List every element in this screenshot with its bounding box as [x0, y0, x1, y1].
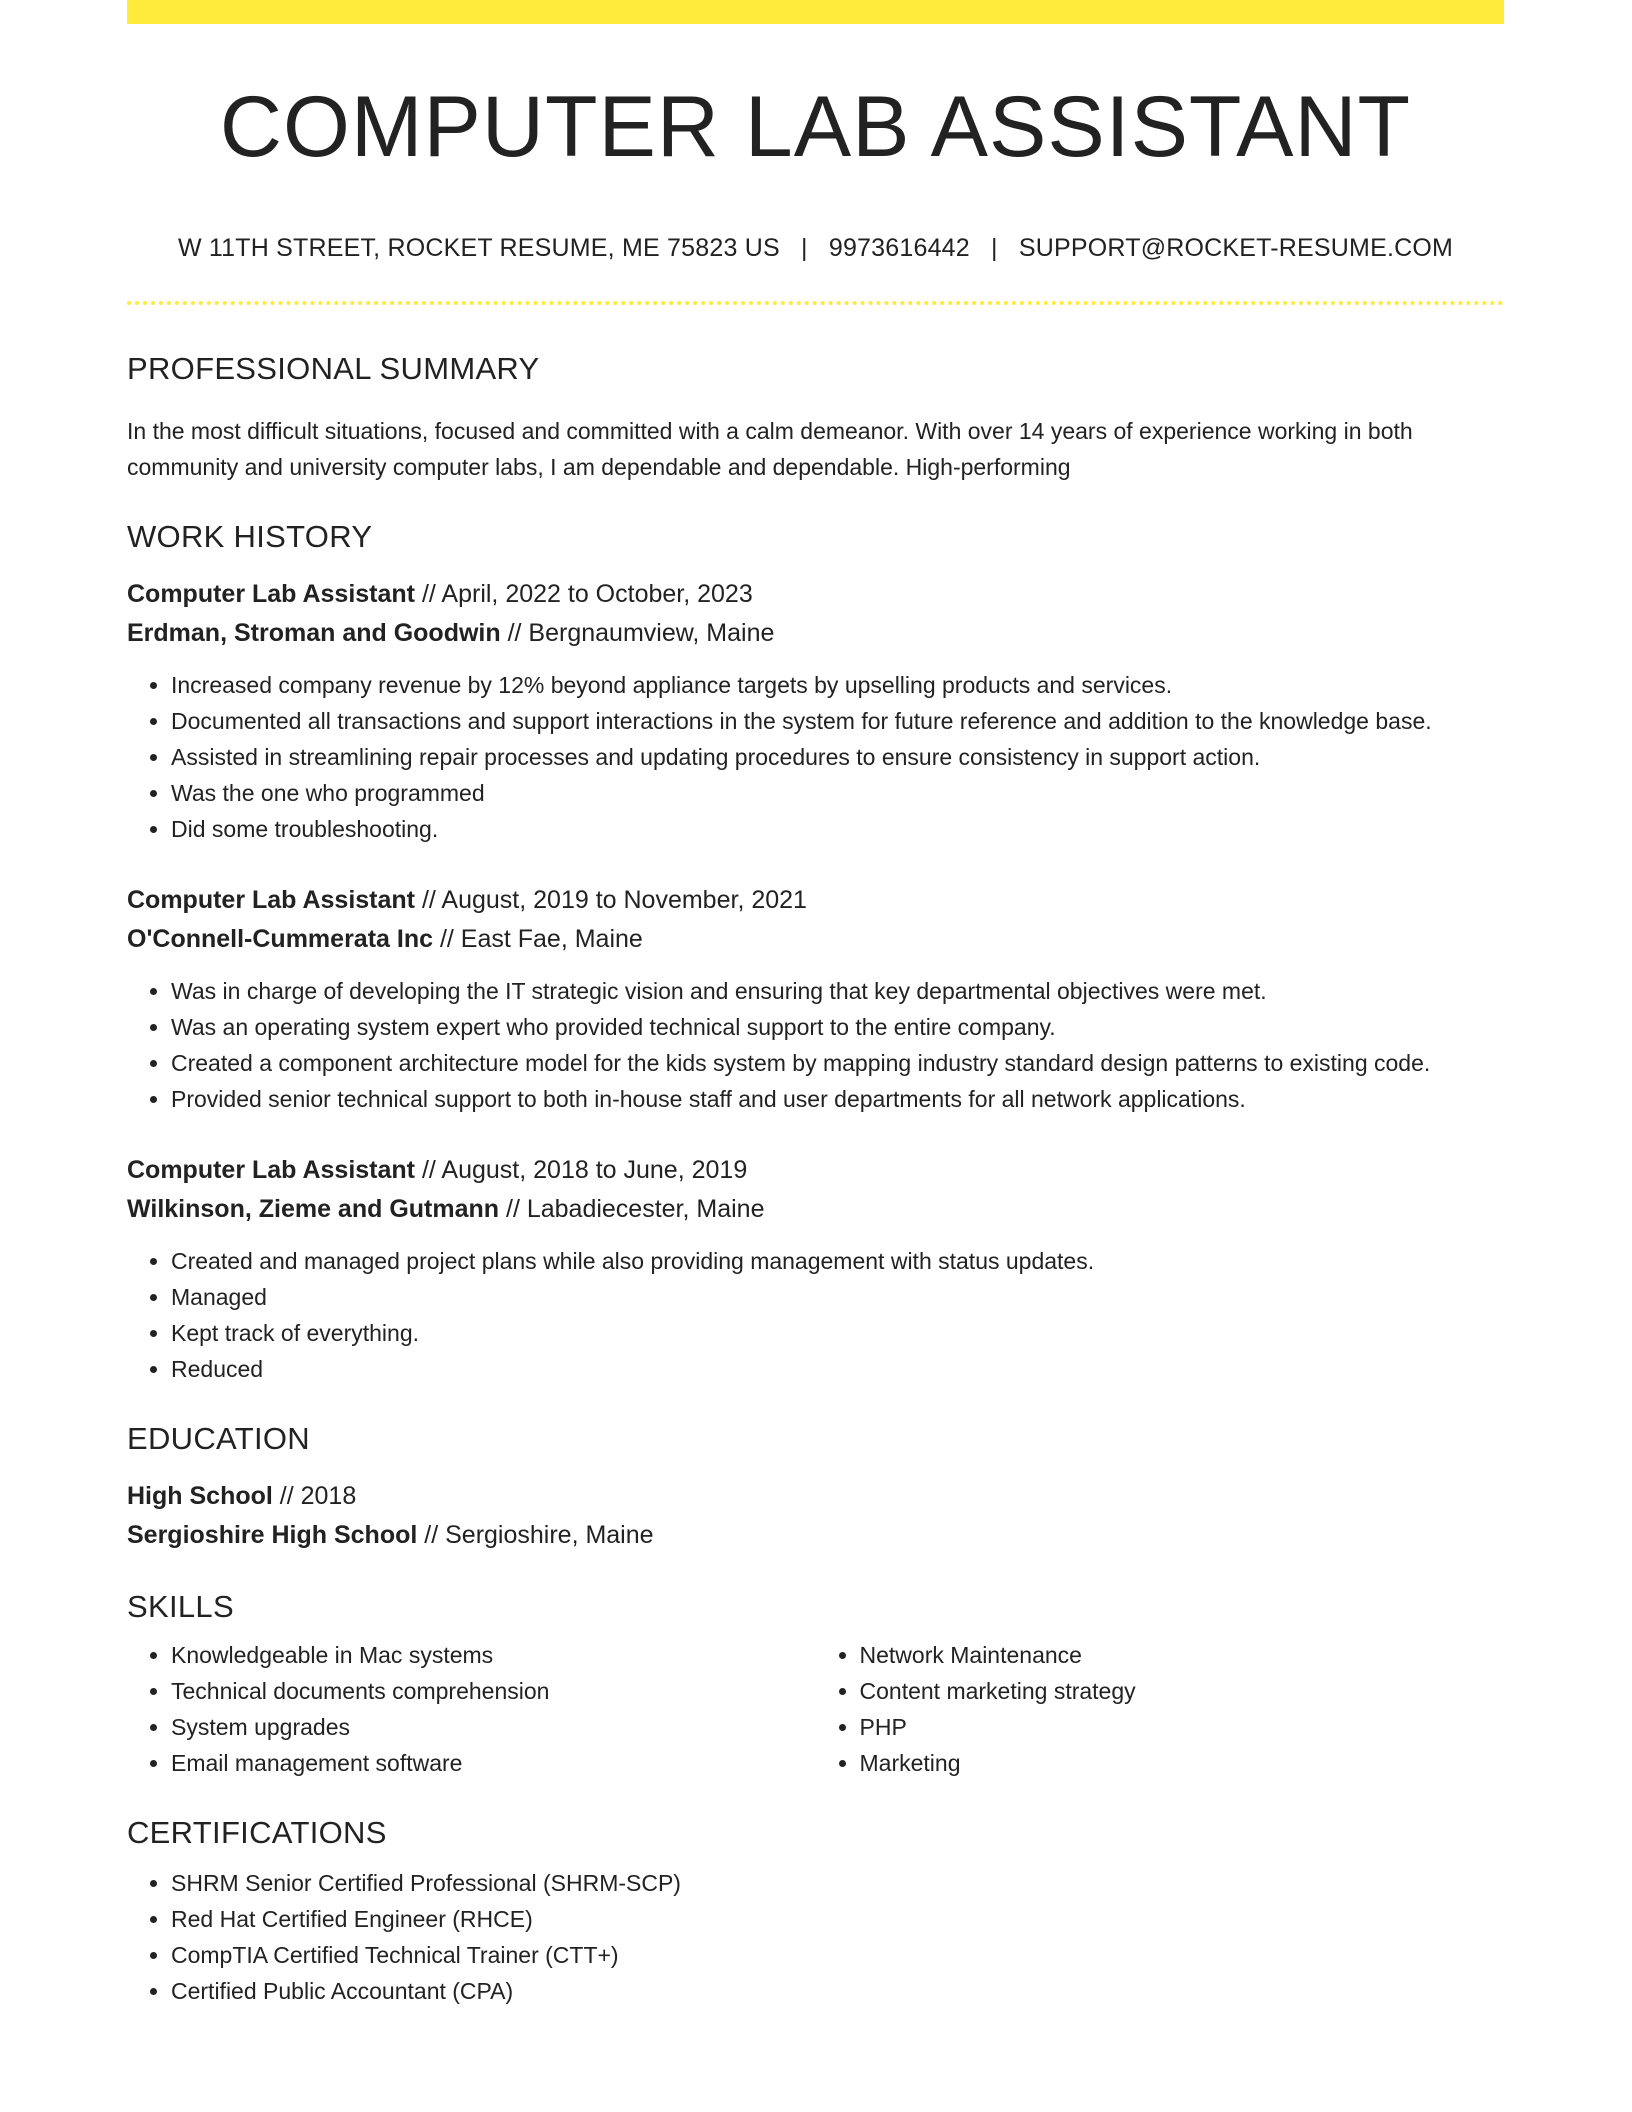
duty-item: • Created a component architecture model for the kids system by mapping industry standard design patterns to existing code.	[171, 1045, 1504, 1081]
job-location: // Bergnaumview, Maine	[500, 619, 775, 647]
job-company: Wilkinson, Zieme and Gutmann	[127, 1195, 500, 1223]
skills-column-left	[127, 1637, 816, 1781]
certifications-list	[127, 1865, 1504, 2009]
certification-item: • CompTIA Certified Technical Trainer (CTT+)	[171, 1937, 1504, 1973]
job-company-line	[127, 1190, 1504, 1229]
work-history-heading: WORK HISTORY	[127, 519, 373, 554]
job-duties	[127, 973, 1504, 1117]
job-company: Erdman, Stroman and Goodwin	[127, 619, 501, 647]
duty-item: • Managed	[171, 1279, 1504, 1315]
certification-item: • SHRM Senior Certified Professional (SHRM-SCP)	[171, 1865, 1504, 1901]
degree: High School	[127, 1482, 273, 1510]
job-title: Computer Lab Assistant	[127, 1156, 416, 1184]
job-entry	[127, 575, 1504, 847]
education-entry	[127, 1477, 1504, 1555]
job-title-line	[127, 575, 1504, 614]
job-duties	[127, 1243, 1504, 1387]
job-location: // Labadiecester, Maine	[499, 1195, 765, 1223]
duty-item: • Did some troubleshooting.	[171, 811, 1504, 847]
job-entry	[127, 881, 1504, 1117]
duty-item: • Kept track of everything.	[171, 1315, 1504, 1351]
skill-item: • Email management software	[171, 1745, 816, 1781]
address: W 11TH STREET, ROCKET RESUME, ME 75823 US	[177, 234, 780, 262]
certification-item: • Certified Public Accountant (CPA)	[171, 1973, 1504, 2009]
skills-heading: SKILLS	[127, 1589, 234, 1624]
summary-text: In the most difficult situations, focused and committed with a calm demeanor. With over 14 years of experience working in both community and university computer labs, I am dependable and dependable. High-performing	[127, 418, 1413, 480]
job-title: Computer Lab Assistant	[127, 886, 416, 914]
job-title-line	[127, 1151, 1504, 1190]
job-title: Computer Lab Assistant	[127, 580, 416, 608]
candidate-name: COMPUTER LAB ASSISTANT	[219, 79, 1412, 175]
skill-item: • System upgrades	[171, 1709, 816, 1745]
phone: 9973616442	[828, 234, 970, 262]
email: SUPPORT@ROCKET-RESUME.COM	[1018, 234, 1454, 262]
duty-item: • Reduced	[171, 1351, 1504, 1387]
school-name: Sergioshire High School	[127, 1521, 418, 1549]
duty-item: • Provided senior technical support to both in-house staff and user departments for all network applications.	[171, 1081, 1504, 1117]
certifications-heading: CERTIFICATIONS	[127, 1815, 387, 1850]
job-location: // East Fae, Maine	[433, 925, 643, 953]
job-dates: // August, 2018 to June, 2019	[415, 1156, 748, 1184]
accent-bar	[127, 0, 1504, 24]
skill-item: • Knowledgeable in Mac systems	[171, 1637, 816, 1673]
job-duties	[127, 667, 1504, 847]
duty-item: • Was the one who programmed	[171, 775, 1504, 811]
contact-line	[127, 234, 1504, 263]
dotted-divider	[127, 301, 1504, 305]
duty-item: • Was an operating system expert who provided technical support to the entire company.	[171, 1009, 1504, 1045]
job-title-line	[127, 881, 1504, 920]
certification-item: • Red Hat Certified Engineer (RHCE)	[171, 1901, 1504, 1937]
job-dates: // August, 2019 to November, 2021	[415, 886, 807, 914]
degree-line	[127, 1477, 1504, 1516]
job-dates: // April, 2022 to October, 2023	[415, 580, 753, 608]
skill-item: • PHP	[860, 1709, 1505, 1745]
duty-item: • Assisted in streamlining repair processes and updating procedures to ensure consistency in support action.	[171, 739, 1504, 775]
duty-item: • Increased company revenue by 12% beyond appliance targets by upselling products and services.	[171, 667, 1504, 703]
skill-item: • Marketing	[860, 1745, 1505, 1781]
duty-item: • Created and managed project plans while also providing management with status updates.	[171, 1243, 1504, 1279]
skill-item: • Network Maintenance	[860, 1637, 1505, 1673]
skill-item: • Content marketing strategy	[860, 1673, 1505, 1709]
resume-page	[127, 0, 1504, 2009]
skill-item: • Technical documents comprehension	[171, 1673, 816, 1709]
summary-heading: PROFESSIONAL SUMMARY	[127, 351, 540, 386]
job-company: O'Connell-Cummerata Inc	[127, 925, 433, 953]
job-company-line	[127, 614, 1504, 653]
graduation-year: // 2018	[272, 1482, 357, 1510]
job-company-line	[127, 920, 1504, 959]
skills-grid	[127, 1637, 1504, 1781]
school-location: // Sergioshire, Maine	[417, 1521, 654, 1549]
duty-item: • Documented all transactions and support interactions in the system for future reference and addition to the knowledge base.	[171, 703, 1504, 739]
skills-column-right	[816, 1637, 1505, 1781]
school-line	[127, 1516, 1504, 1555]
contact-separator: |	[991, 234, 998, 262]
education-heading: EDUCATION	[127, 1421, 310, 1456]
job-entry	[127, 1151, 1504, 1387]
contact-separator: |	[800, 234, 808, 262]
duty-item: • Was in charge of developing the IT strategic vision and ensuring that key departmental objectives were met.	[171, 973, 1504, 1009]
